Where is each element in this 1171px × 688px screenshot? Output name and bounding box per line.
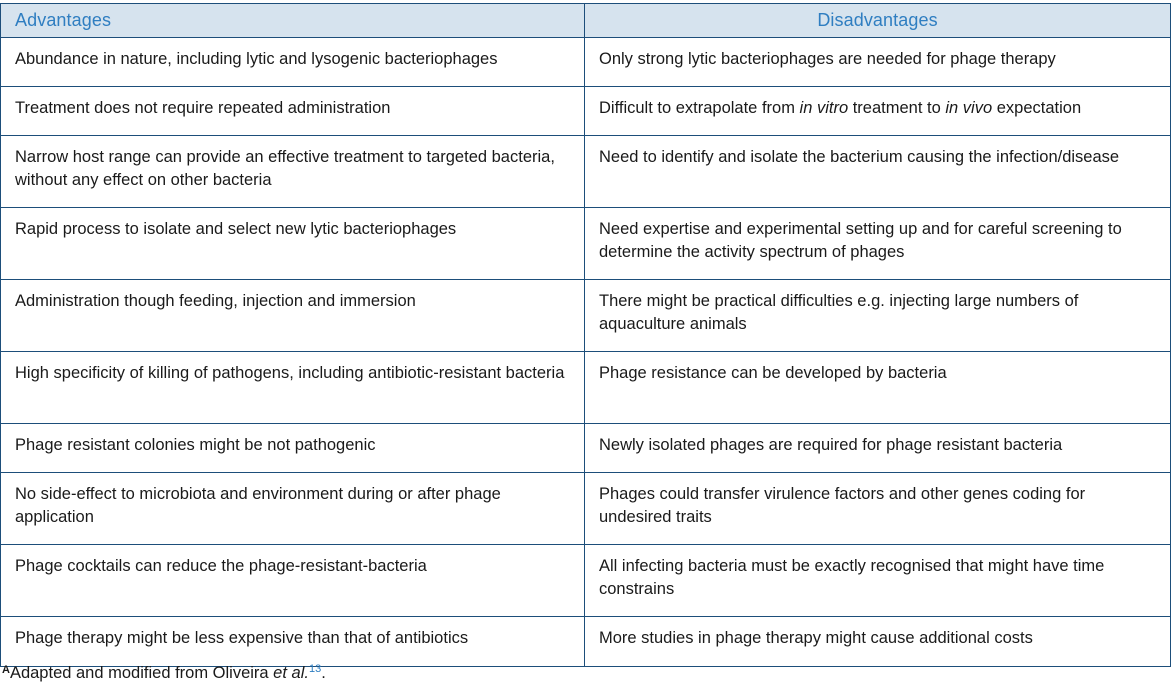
disadvantage-cell <box>585 87 1171 136</box>
advantage-cell: Abundance in nature, including lytic and lysogenic bacteriophages <box>1 38 585 87</box>
table-row <box>1 136 1171 208</box>
footnote-text: Adapted and modified from Oliveira <box>9 664 274 682</box>
table-row <box>1 38 1171 87</box>
disadvantage-cell: Phage resistance can be developed by bacteria <box>585 352 1171 424</box>
advantage-cell: Administration though feeding, injection and immersion <box>1 280 585 352</box>
disadvantage-cell: There might be practical difficulties e.g. injecting large numbers of aquaculture animals <box>585 280 1171 352</box>
disadvantage-cell: Need expertise and experimental setting up and for careful screening to determine the activity spectrum of phages <box>585 208 1171 280</box>
disadvantage-cell: All infecting bacteria must be exactly recognised that might have time constrains <box>585 545 1171 617</box>
disadvantage-cell: Only strong lytic bacteriophages are needed for phage therapy <box>585 38 1171 87</box>
disadvantage-cell: More studies in phage therapy might cause additional costs <box>585 617 1171 667</box>
advantages-disadvantages-table <box>0 3 1171 667</box>
table-body <box>1 38 1171 667</box>
table-footnote <box>2 663 326 683</box>
table-row <box>1 424 1171 473</box>
advantage-cell: Rapid process to isolate and select new lytic bacteriophages <box>1 208 585 280</box>
advantage-cell: No side-effect to microbiota and environment during or after phage application <box>1 473 585 545</box>
advantage-cell: Phage therapy might be less expensive than that of antibiotics <box>1 617 585 667</box>
disadvantage-italic-in-vivo: in vivo <box>945 99 993 117</box>
disadvantage-cell: Phages could transfer virulence factors and other genes coding for undesired traits <box>585 473 1171 545</box>
advantage-cell: High specificity of killing of pathogens, including antibiotic-resistant bacteria <box>1 352 585 424</box>
footnote-italic: et al. <box>273 664 309 682</box>
advantage-cell: Phage resistant colonies might be not pathogenic <box>1 424 585 473</box>
table-row <box>1 87 1171 136</box>
footnote-reference-link[interactable]: 13 <box>308 663 322 675</box>
header-disadvantages: Disadvantages <box>585 4 1171 38</box>
disadvantage-text: treatment to <box>848 99 946 117</box>
advantage-cell: Treatment does not require repeated administration <box>1 87 585 136</box>
header-advantages: Advantages <box>1 4 585 38</box>
footnote-marker: A <box>2 664 10 676</box>
table-row <box>1 617 1171 667</box>
footnote-end: . <box>321 664 326 682</box>
table-row <box>1 545 1171 617</box>
advantage-cell: Phage cocktails can reduce the phage-resistant-bacteria <box>1 545 585 617</box>
table-row <box>1 352 1171 424</box>
header-row <box>1 4 1171 38</box>
table-row <box>1 208 1171 280</box>
disadvantage-text: expectation <box>992 99 1082 117</box>
table-row <box>1 473 1171 545</box>
disadvantage-text: Difficult to extrapolate from <box>599 99 800 117</box>
comparison-table-wrapper <box>0 3 1170 667</box>
disadvantage-italic-in-vitro: in vitro <box>799 99 849 117</box>
disadvantage-cell: Need to identify and isolate the bacterium causing the infection/disease <box>585 136 1171 208</box>
table-row <box>1 280 1171 352</box>
disadvantage-cell: Newly isolated phages are required for phage resistant bacteria <box>585 424 1171 473</box>
advantage-cell: Narrow host range can provide an effective treatment to targeted bacteria, without any effect on other bacteria <box>1 136 585 208</box>
table-header <box>1 4 1171 38</box>
